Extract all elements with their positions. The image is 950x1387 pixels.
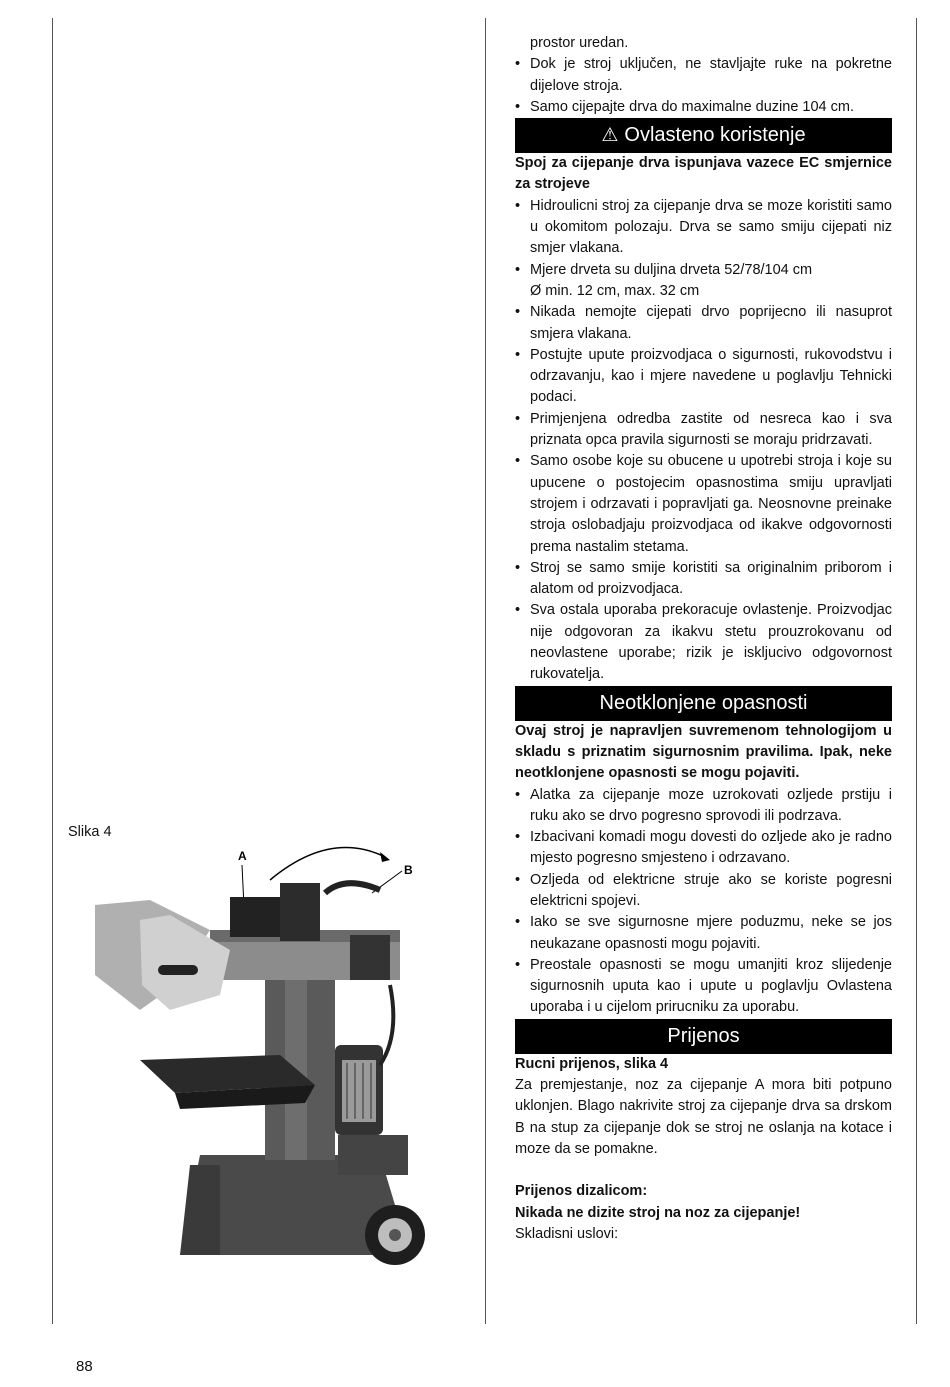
column-divider-rule [485,18,486,1324]
left-margin-rule [52,18,53,1324]
section-lead: Spoj za cijepanje drva ispunjava vazece EC smjernice za strojeve [515,155,892,193]
subheading-manual-transport: Rucni prijenos, slika 4 [515,1055,669,1072]
diameter-line: Ø min. 12 cm, max. 32 cm [530,282,700,299]
warning-triangle-icon: ⚠ [601,125,619,147]
intro-bullet-list [515,54,892,118]
label-b: B [404,863,413,877]
list-item: • Nikada nemojte cijepati drvo poprijecno ili nasuprot smjera vlakana. [515,302,892,345]
section-heading-residual-risks: Neotklonjene opasnosti [515,686,892,721]
right-margin-rule [916,18,917,1324]
section-heading-transport: Prijenos [515,1019,892,1054]
list-item: • Samo osobe koje su obucene u upotrebi stroja i koje su upucene o postojecim opasnostima smiju upravljati strojem i odrzavati i popravljati ga. Neosnovne preinake stroja oslobadjaju proizvodjaca od ikakve odgovornosti prema nastalim stetama. [515,451,892,557]
crane-warning: Nikada ne dizite stroj na noz za cijepanje! [515,1204,801,1221]
rotation-arrow [270,848,385,880]
list-item: • Dok je stroj uključen, ne stavljajte ruke na pokretne dijelove stroja. [515,54,892,97]
list-item: • Preostale opasnosti se mogu umanjiti kroz slijedenje sigurnosnih uputa kao i upute u poglavlju Ovlastena uporaba i u cijelom prirucniku za uporabu. [515,955,892,1019]
list-item: • Iako se sve sigurnosne mjere poduzmu, neke se jos neukazane opasnosti mogu pojaviti. [515,912,892,955]
residual-risks-bullet-list [515,785,892,1019]
list-item: • Samo cijepajte drva do maximalne duzine 104 cm. [515,97,892,118]
authorized-use-bullet-list [515,196,892,686]
section-lead: Ovaj stroj je napravljen suvremenom tehnologijom u skladu s priznatim sigurnosnim pravilima. Ipak, neke neotklonjene opasnosti se mogu pojaviti. [515,722,892,782]
text-column [515,33,892,1245]
list-item: • Postujte upute proizvodjaca o sigurnosti, rukovodstvu i odrzavanju, kao i mjere navedene u poglavlju Tehnicki podaci. [515,345,892,409]
manual-transport-text: Za premjestanje, noz za cijepanje A mora biti potpuno uklonjen. Blago nakrivite stroj za cijepanje drva sa drskom B na stup za cijepanje dok se stroj ne oslanja na kotace i moze da se pomakne. [515,1077,892,1157]
continuation-text: prostor uredan. [530,35,629,51]
storage-conditions: Skladisni uslovi: [515,1225,619,1242]
list-item: • Primjenjena odredba zastite od nesreca kao i sva priznata opca pravila sigurnosti se moraju pridrzavati. [515,409,892,452]
figure-caption: Slika 4 [68,824,112,840]
list-item: • Sva ostala uporaba prekoracuje ovlastenje. Proizvodjac nije odgovoran za ikakvu stetu prouzrokovanu od neovlastene uporabe; rizik je iskljucivo odgovornost rukovatelja. [515,600,892,685]
list-item: • Hidroulicni stroj za cijepanje drva se moze koristiti samo u okomitom polozaju. Drva se samo smiju cijepati niz smjer vlakana. [515,196,892,260]
list-item: • Izbacivani komadi mogu dovesti do ozljede ako je radno mjesto pogresno smjesteno i odrzavano. [515,827,892,870]
list-item: • Mjere drveta su duljina drveta 52/78/104 cm Ø min. 12 cm, max. 32 cm [515,260,892,303]
subheading-crane-transport: Prijenos dizalicom: [515,1183,648,1200]
list-item: • Alatka za cijepanje moze uzrokovati ozljede prstiju i ruku ako se drvo pogresno sprovodi ili podrzava. [515,785,892,828]
list-item: • Stroj se samo smije koristiti sa originalnim priborom i alatom od proizvodjaca. [515,558,892,601]
list-item: • Ozljeda od elektricne struje ako se koriste pogresni elektricni spojevi. [515,870,892,913]
label-a: A [238,849,247,863]
section-heading-authorized-use: ⚠ Ovlasteno koristenje [515,118,892,153]
log-splitter-illustration [80,835,440,1275]
page-number: 88 [76,1358,93,1375]
